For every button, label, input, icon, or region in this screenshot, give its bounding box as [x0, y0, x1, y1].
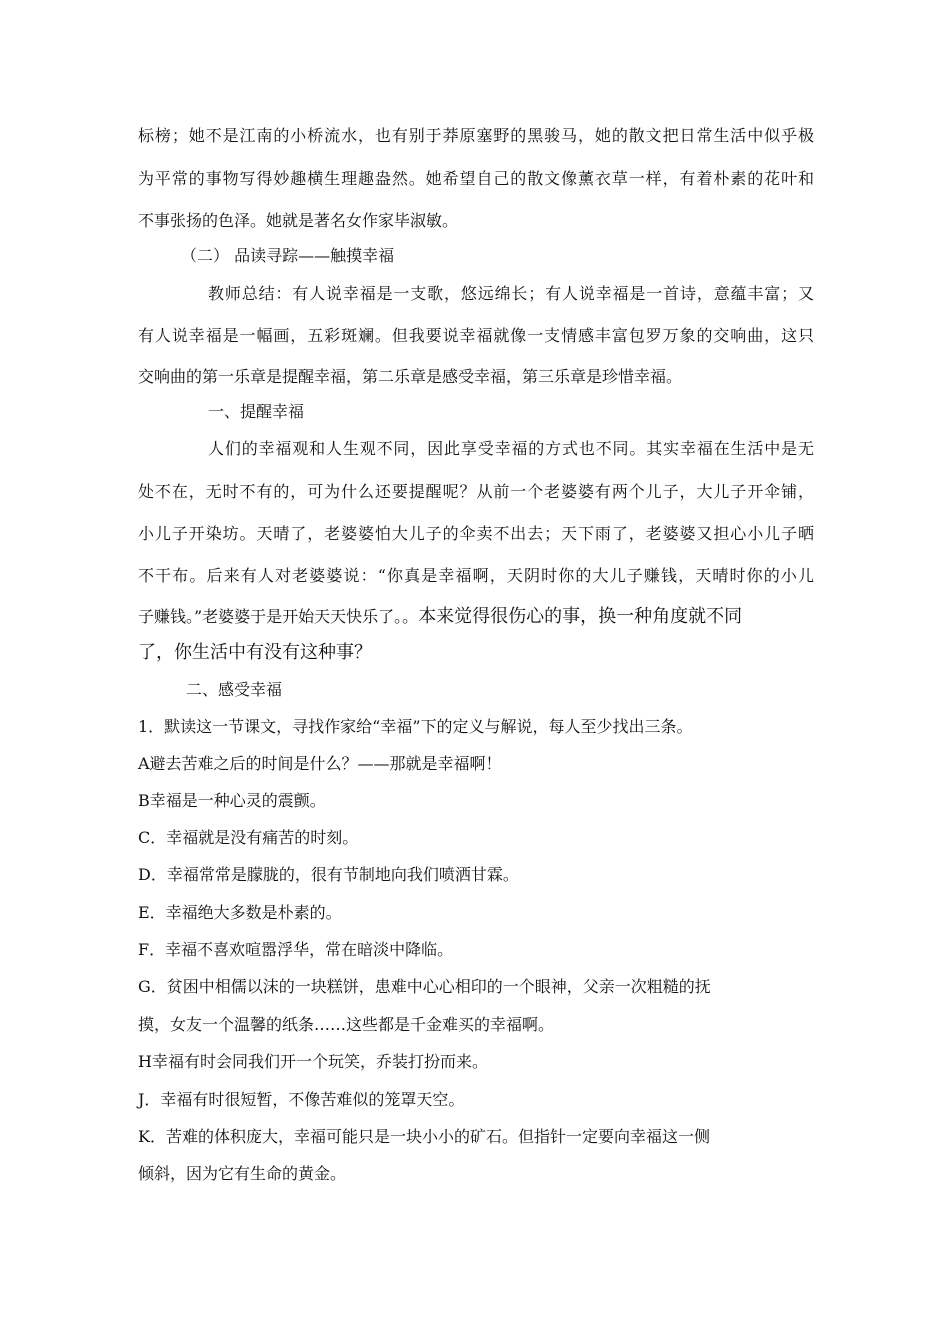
list-item: K．苦难的体积庞大，幸福可能只是一块小小的矿石。但指针一定要向幸福这一侧 [138, 1127, 710, 1146]
text-line: 教师总结：有人说幸福是一支歌，悠远绵长；有人说幸福是一首诗，意蕴丰富；又 [208, 284, 814, 303]
list-item: B幸福是一种心灵的震颤。 [138, 791, 326, 810]
section-heading: （二） 品读寻踪——触摸幸福 [181, 246, 395, 265]
text-span-large: 本来觉得很伤心的事，换一种角度就不同 [418, 606, 743, 627]
list-item: E．幸福绝大多数是朴素的。 [138, 903, 342, 922]
text-span: 子赚钱。”老婆婆于是开始天天快乐了。。 [138, 607, 419, 626]
subsection-heading: 二、感受幸福 [186, 680, 283, 699]
text-line: 人们的幸福观和人生观不同，因此享受幸福的方式也不同。其实幸福在生活中是无 [208, 439, 814, 458]
list-item: 1．默读这一节课文，寻找作家给“幸福”下的定义与解说，每人至少找出三条。 [138, 717, 693, 736]
text-line: 有人说幸福是一幅画，五彩斑斓。但我要说幸福就像一支情感丰富包罗万象的交响曲，这只 [138, 326, 814, 345]
list-item: F．幸福不喜欢喧嚣浮华，常在暗淡中降临。 [138, 940, 454, 959]
list-item: G．贫困中相儒以沫的一块糕饼，患难中心心相印的一个眼神，父亲一次粗糙的抚 [138, 977, 711, 996]
list-item: H幸福有时会同我们开一个玩笑，乔装打扮而来。 [138, 1052, 488, 1071]
list-item: 摸，女友一个温馨的纸条……这些都是千金难买的幸福啊。 [138, 1015, 555, 1034]
text-line: 不干布。后来有人对老婆婆说：“你真是幸福啊，天阴时你的大儿子赚钱，天晴时你的小儿 [138, 566, 814, 585]
subsection-heading: 一、提醒幸福 [208, 402, 305, 421]
text-line: 交响曲的第一乐章是提醒幸福，第二乐章是感受幸福，第三乐章是珍惜幸福。 [138, 367, 683, 386]
text-line: 标榜；她不是江南的小桥流水，也有别于莽原塞野的黑骏马，她的散文把日常生活中似乎极 [138, 126, 814, 145]
list-item: A避去苦难之后的时间是什么？——那就是幸福啊！ [138, 754, 502, 773]
list-item: D．幸福常常是朦胧的，很有节制地向我们喷洒甘霖。 [138, 865, 519, 884]
list-item: J．幸福有时很短暂，不像苦难似的笼罩天空。 [138, 1090, 465, 1109]
text-line: 为平常的事物写得妙趣横生理趣盎然。她希望自己的散文像薰衣草一样，有着朴素的花叶和 [138, 169, 814, 188]
list-item: C．幸福就是没有痛苦的时刻。 [138, 828, 359, 847]
text-line: 处不在，无时不有的，可为什么还要提醒呢？从前一个老婆婆有两个儿子，大儿子开伞铺， [138, 482, 814, 501]
text-line [138, 606, 742, 628]
text-line: 了，你生活中有没有这种事？ [138, 642, 372, 663]
text-line: 小儿子开染坊。天晴了，老婆婆怕大儿子的伞卖不出去；天下雨了，老婆婆又担心小儿子晒 [138, 524, 814, 543]
list-item: 倾斜，因为它有生命的黄金。 [138, 1164, 347, 1183]
text-line: 不事张扬的色泽。她就是著名女作家毕淑敏。 [138, 211, 459, 230]
